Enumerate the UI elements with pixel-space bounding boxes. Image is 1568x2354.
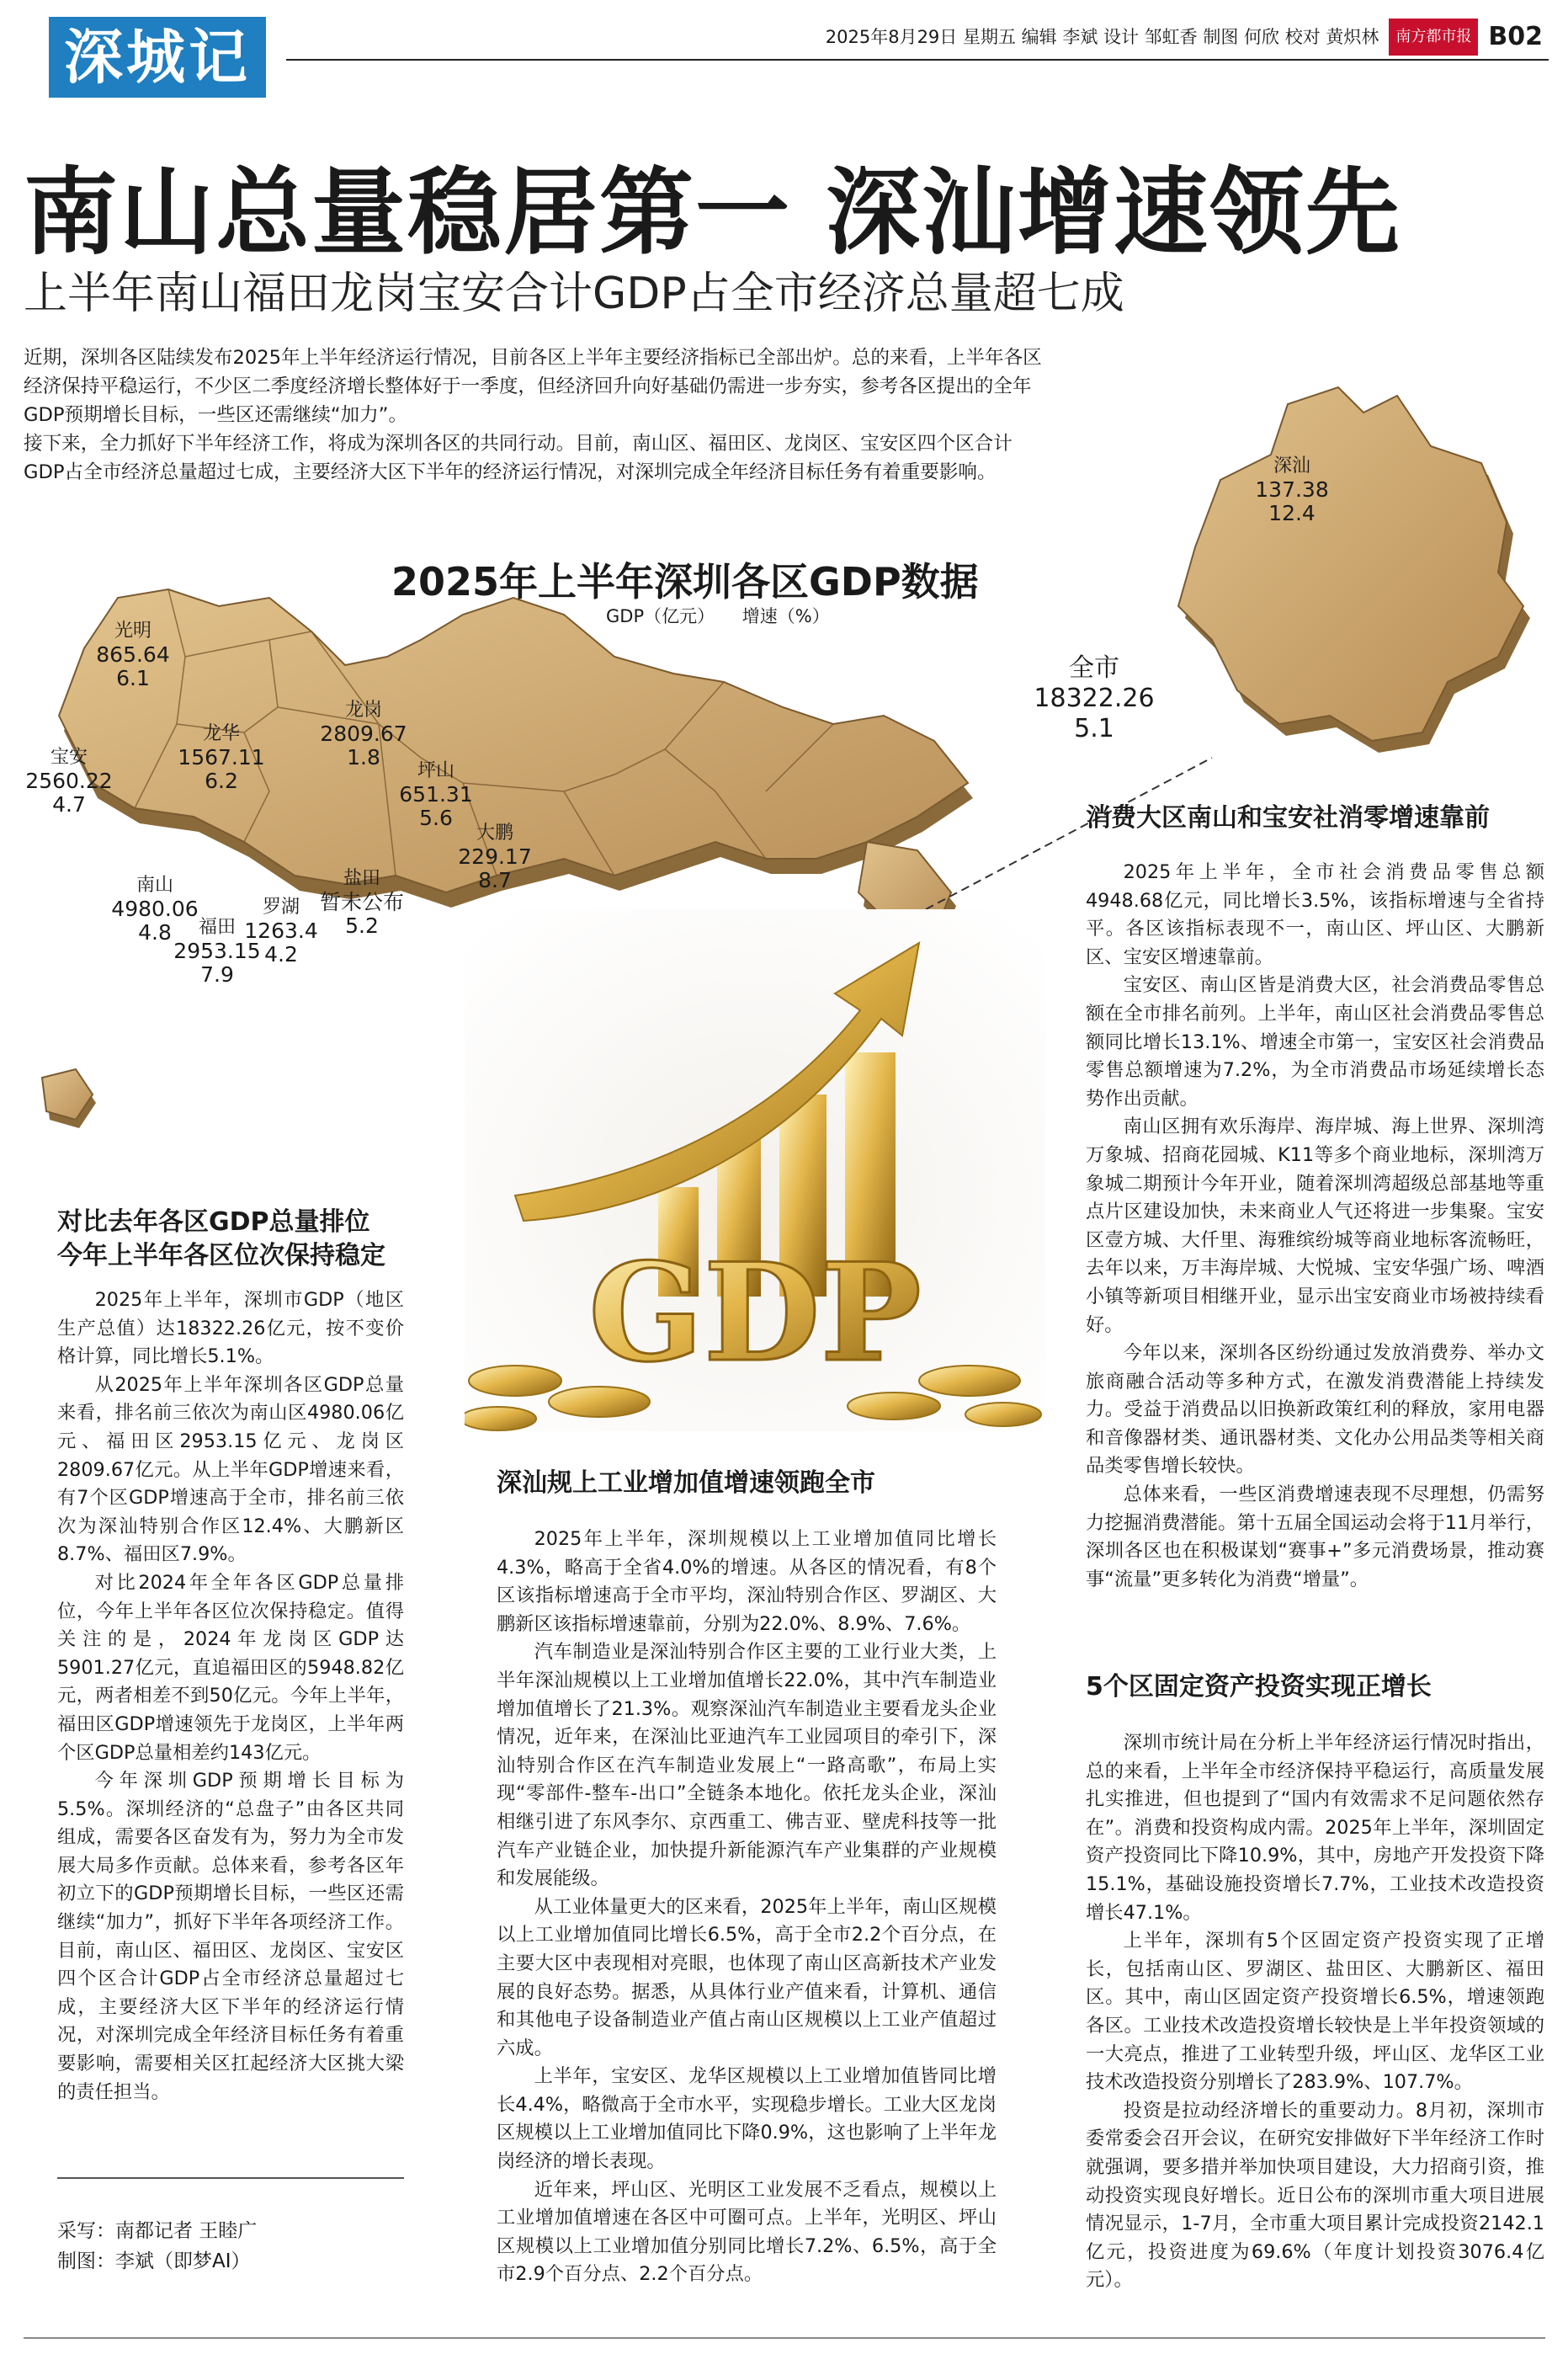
investment-article-body — [1086, 1729, 1544, 2295]
map-title: 2025年上半年深圳各区GDP数据 — [391, 559, 979, 604]
district-label-guangming — [96, 620, 169, 690]
article-paragraph: 近年来，坪山区、光明区工业发展不乏看点，规模以上工业增加值增速在各区中可圈可点。上半年，光明区、坪山区规模以上工业增加值分别同比增长7.2%、6.5%，高于全市2.9个百分点、2.2个百分点。 — [497, 2178, 997, 2286]
citywide-gdp: 18322.26 — [1034, 684, 1155, 713]
district-growth: 12.4 — [1268, 501, 1316, 525]
district-growth: 6.2 — [205, 769, 238, 793]
middle-article-body — [497, 1526, 997, 2289]
article-paragraph: 从工业体量更大的区来看，2025年上半年，南山区规模以上工业增加值同比增长6.5%，高于全市2.2个百分点，在主要大区中表现相对亮眼，也体现了南山区高新技术产业发展的良好态势。据悉，从具体行业产值来看，计算机、通信和其他电子设备制造业产值占南山区规模以上工业产值超过六成。 — [497, 1895, 997, 2059]
investment-article-title: 5个区固定资产投资实现正增长 — [1086, 1672, 1432, 1702]
header-meta — [826, 19, 1543, 56]
district-gdp: 137.38 — [1255, 477, 1329, 502]
gdp-growth-illustration — [465, 909, 1045, 1431]
article-paragraph: 深圳市统计局在分析上半年经济运行情况时指出，总的来看，上半年全市经济保持平稳运行，高质量发展扎实推进，但也提到了“国内有效需求不足问题依然存在”。消费和投资构成内需。2025年上半年，深圳固定资产投资同比下降10.9%，其中，房地产开发投资下降15.1%，基础设施投资增长7.7%，工业技术改造投资增长47.1%。 — [1086, 1732, 1544, 1924]
district-name: 大鹏 — [476, 823, 514, 844]
district-name: 坪山 — [417, 760, 455, 781]
district-growth: 8.7 — [478, 868, 512, 892]
article-paragraph: 上半年，宝安区、龙华区规模以上工业增加值皆同比增长4.4%，略微高于全市水平，实现稳步增长。工业大区龙岗区规模以上工业增加值同比下降0.9%，这也影响了上半年龙岗经济的增长表现。 — [497, 2065, 997, 2173]
article-paragraph: 汽车制造业是深汕特别合作区主要的工业行业大类，上半年深汕规模以上工业增加值增长22.0%，其中汽车制造业增加值增长了21.3%。观察深汕汽车制造业主要看龙头企业情况，近年来，在深汕比亚迪汽车工业园项目的牵引下，深汕特别合作区在汽车制造业发展上“一路高歌”，布局上实现“零部件-整车-出口”全链条本地化。依托龙头企业，深汕相继引进了东风李尔、京西重工、佛吉亚、壁虎科技等一批汽车产业链企业，加快提升新能源汽车产业集群的产业规模和发展能级。 — [497, 1641, 997, 1890]
credits-rule — [57, 2177, 404, 2179]
district-label-longhua — [178, 722, 264, 793]
article-paragraph: 今年以来，深圳各区纷纷通过发放消费券、举办文旅商融合活动等多种方式，在激发消费潜能上持续发力。受益于消费品以旧换新政策红利的释放，家用电器和音像器材类、通讯器材类、文化办公用品类等相关商品类零售增长较快。 — [1086, 1342, 1544, 1478]
district-gdp: 651.31 — [399, 782, 473, 807]
credit-reporter: 采写：南都记者 王睦广 — [57, 2220, 258, 2242]
district-name: 光明 — [114, 620, 152, 642]
left-title-line: 今年上半年各区位次保持稳定 — [57, 1241, 385, 1270]
sub-headline: 上半年南山福田龙岗宝安合计GDP占全市经济总量超七成 — [24, 269, 1124, 319]
map-legend — [606, 603, 852, 628]
district-name: 罗湖 — [262, 897, 300, 918]
district-label-dapeng — [458, 822, 531, 892]
middle-article-title: 深汕规上工业增加值增速领跑全市 — [497, 1468, 875, 1498]
district-label-pingshan — [399, 759, 472, 830]
district-name: 深汕 — [1273, 455, 1311, 477]
main-headline: 南山总量稳居第一 深汕增速领先 — [24, 158, 1401, 268]
page-number: B02 — [1488, 22, 1543, 51]
district-label-baoan — [25, 746, 112, 817]
header-rule — [286, 59, 1549, 61]
district-gdp: 4980.06 — [111, 897, 199, 921]
article-paragraph: 上半年，深圳有5个区固定资产投资实现了正增长，包括南山区、罗湖区、盐田区、大鹏新区、福田区。其中，南山区固定资产投资增长6.5%，增速领跑各区。工业技术改造投资增长较快是上半年投资领域的一大亮点，推进了工业转型升级，坪山区、龙华区工业技术改造投资分别增长了283.9%、107.7%。 — [1086, 1930, 1544, 2094]
district-growth: 7.9 — [200, 962, 234, 987]
bottom-rule — [24, 2337, 1545, 2339]
newspaper-logo: 南方都市报 — [1389, 19, 1478, 56]
district-gdp: 2809.67 — [320, 722, 407, 746]
left-article-title — [57, 1206, 385, 1273]
consumption-article-title: 消费大区南山和宝安社消零增速靠前 — [1086, 803, 1490, 833]
shenshan-map — [1145, 354, 1549, 775]
district-growth: 4.8 — [138, 920, 172, 945]
citywide-label — [1034, 653, 1154, 744]
article-paragraph: 对比2024年全年各区GDP总量排位，今年上半年各区位次保持稳定。值得关注的是，2024年龙岗区GDP达5901.27亿元，直追福田区的5948.82亿元，两者相差不到50亿元。今年上半年，福田区GDP增速领先于龙岗区，上半年两个区GDP总量相差约143亿元。 — [57, 1571, 404, 1764]
gdp-3d-text: GDP — [588, 1233, 922, 1392]
district-label-yantian — [320, 867, 404, 938]
district-gdp: 2953.15 — [173, 939, 261, 963]
article-paragraph: 投资是拉动经济增长的重要动力。8月初，深圳市委常委会召开会议，在研究安排做好下半年经济工作时就强调，要多措并举加快项目建设，大力招商引资，推动投资实现良好增长。近日公布的深圳市重大项目进展情况显示，1-7月，全市重大项目累计完成投资2142.1亿元，投资进度为69.6%（年度计划投资3076.4亿元）。 — [1086, 2099, 1544, 2292]
article-paragraph: 南山区拥有欢乐海岸、海岸城、海上世界、深圳湾万象城、招商花园城、K11等多个商业地标，深圳湾万象城二期预计今年开业，随着深圳湾超级总部基地等重点片区建设加快，未来商业人气还将进一步集聚。宝安区壹方城、大仟里、海雅缤纷城等商业地标客流畅旺，去年以来，万丰海岸城、大悦城、宝安华强广场、啤酒小镇等新项目相继开业，显示出宝安商业市场被持续看好。 — [1086, 1116, 1544, 1336]
district-growth: 6.1 — [116, 666, 150, 690]
intro-paragraph: 近期，深圳各区陆续发布2025年上半年经济运行情况，目前各区上半年主要经济指标已全部出炉。总的来看，上半年各区经济保持平稳运行，不少区二季度经济增长整体好于一季度，但经济回升向好基础仍需进一步夯实，参考各区提出的全年GDP预期增长目标，一些区还需继续“加力”。 — [24, 347, 1042, 426]
article-paragraph: 2025年上半年，全市社会消费品零售总额4948.68亿元，同比增长3.5%，该指标增速与全省持平。各区该指标表现不一，南山区、坪山区、大鹏新区、宝安区增速靠前。 — [1086, 861, 1544, 968]
district-name: 盐田 — [343, 868, 381, 889]
legend-gdp: GDP（亿元） — [606, 606, 715, 626]
district-label-luohu — [244, 896, 317, 967]
district-label-shenshan — [1255, 455, 1328, 525]
district-name: 南山 — [136, 875, 174, 896]
district-gdp: 1263.4 — [244, 919, 318, 943]
district-name: 福田 — [198, 917, 237, 938]
district-gdp: 暂未公布 — [319, 890, 405, 914]
citywide-growth: 5.1 — [1074, 714, 1114, 743]
article-paragraph: 宝安区、南山区皆是消费大区，社会消费品零售总额在全市排名前列。上半年，南山区社会消费品零售总额同比增长13.1%、增速全市第一，宝安区社会消费品零售总额增速为7.2%，为全市消费品市场延续增长态势作出贡献。 — [1086, 974, 1544, 1110]
article-paragraph: 从2025年上半年深圳各区GDP总量来看，排名前三依次为南山区4980.06亿元、福田区2953.15亿元、龙岗区2809.67亿元。从上半年GDP增速来看，有7个区GDP增速高于全市，排名前三依次为深汕特别合作区12.4%、大鹏新区8.7%、福田区7.9%。 — [57, 1373, 404, 1566]
credit-graphic: 制图：李斌（即梦AI） — [57, 2250, 251, 2272]
district-gdp: 229.17 — [458, 844, 532, 869]
district-name: 宝安 — [50, 747, 88, 768]
intro-paragraph: 接下来，全力抓好下半年经济工作，将成为深圳各区的共同行动。目前，南山区、福田区、龙岗区、宝安区四个区合计GDP占全市经济总量超过七成，主要经济大区下半年的经济运行情况，对深圳完成全年经济目标任务有着重要影响。 — [24, 433, 1013, 483]
district-label-longgang — [320, 699, 407, 770]
article-paragraph: 2025年上半年，深圳规模以上工业增加值同比增长4.3%，略高于全省4.0%的增速。从各区的情况看，有8个区该指标增速高于全市平均，深汕特别合作区、罗湖区、大鹏新区该指标增速靠前，分别为22.0%、8.9%、7.6%。 — [497, 1528, 997, 1635]
district-growth: 1.8 — [347, 745, 380, 770]
left-article-body — [57, 1286, 404, 2106]
citywide-name: 全市 — [1069, 653, 1119, 683]
article-paragraph: 总体来看，一些区消费增速表现不尽理想，仍需努力挖掘消费潜能。第十五届全国运动会将于11月举行，深圳各区也在积极谋划“赛事+”多元消费场景，推动赛事“流量”更多转化为消费“增量”。 — [1086, 1483, 1544, 1590]
district-gdp: 1567.11 — [178, 745, 265, 770]
district-growth: 5.2 — [345, 913, 379, 938]
gdp-illustration-svg — [465, 909, 1045, 1431]
district-name: 龙华 — [202, 723, 241, 744]
shenshan-map-shape — [1145, 354, 1549, 775]
credits — [57, 2216, 257, 2277]
left-title-line: 对比去年各区GDP总量排位 — [57, 1207, 370, 1237]
district-gdp: 2560.22 — [25, 769, 113, 793]
consumption-article-body — [1086, 859, 1544, 1594]
district-gdp: 865.64 — [96, 642, 170, 667]
district-growth: 4.2 — [264, 942, 298, 967]
header-meta-text: 2025年8月29日 星期五 编辑 李斌 设计 邹虹香 制图 何欣 校对 黄炽林 — [825, 27, 1379, 47]
district-name: 龙岗 — [344, 700, 383, 721]
district-growth: 5.6 — [419, 806, 453, 830]
intro-text — [24, 344, 1050, 487]
legend-growth: 增速（%） — [741, 606, 830, 626]
article-paragraph: 2025年上半年，深圳市GDP（地区生产总值）达18322.26亿元，按不变价格计算，同比增长5.1%。 — [57, 1289, 404, 1368]
section-badge: 深城记 — [49, 17, 266, 98]
article-paragraph: 今年深圳GDP预期增长目标为5.5%。深圳经济的“总盘子”由各区共同组成，需要各区奋发有为，努力为全市发展大局多作贡献。总体来看，参考各区年初立下的GDP预期增长目标，一些区还需继续“加力”，抓好下半年各项经济工作。目前，南山区、福田区、龙岗区、宝安区四个区合计GDP占全市经济总量超过七成，主要经济大区下半年的经济运行情况，对深圳完成全年经济目标任务有着重要影响，需要相关区扛起经济大区挑大梁的责任担当。 — [57, 1770, 404, 2103]
district-growth: 4.7 — [52, 792, 86, 817]
